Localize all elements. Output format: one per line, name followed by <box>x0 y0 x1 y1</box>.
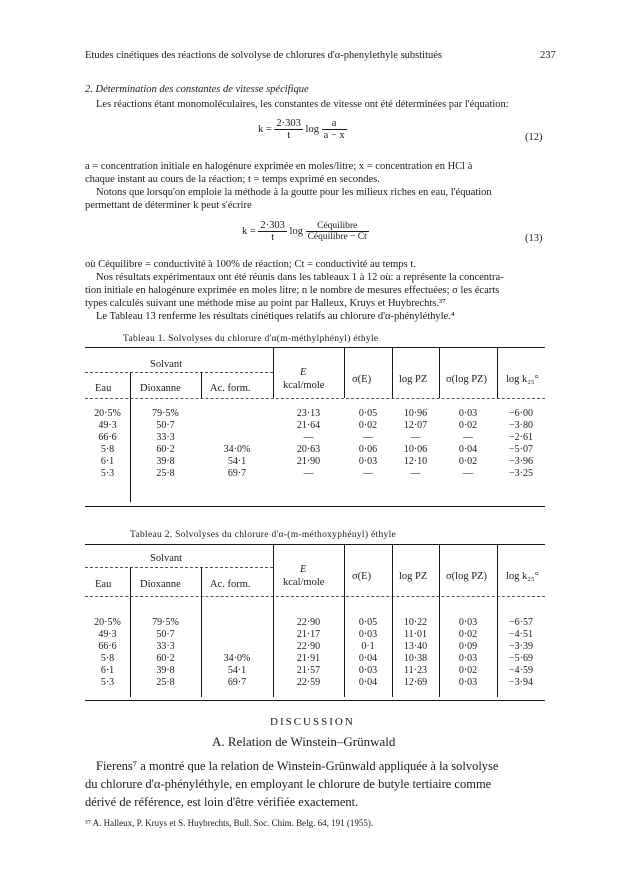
table-cell: — <box>463 431 473 443</box>
table-cell: — <box>410 431 421 443</box>
table-2-logPZ-header: log PZ <box>399 571 428 582</box>
table-cell: 54·1 <box>227 455 247 467</box>
table-cell: — <box>363 467 373 479</box>
table-cell: 10·06 <box>403 443 428 455</box>
table-cell: 22·59 <box>296 676 321 688</box>
table-2-sigmaE-header: σ(E) <box>352 571 372 582</box>
table-cell: −6·00 <box>509 407 533 419</box>
eq12-numerator: 2·303 <box>276 118 301 129</box>
table-cell: 13·40 <box>403 640 428 652</box>
table-2-sigmaLogPZ-header: σ(log PZ) <box>446 571 487 582</box>
table-cell: 11·23 <box>404 664 427 676</box>
eq12-log: log <box>305 123 319 135</box>
table-cell: 0·09 <box>458 640 478 652</box>
eq13-numerator: 2·303 <box>260 220 285 231</box>
eq13-log-denominator: Céquilibre − Ct <box>307 232 367 242</box>
table-cell: 0·05 <box>358 407 378 419</box>
table-cell: 0·04 <box>458 443 478 455</box>
table-cell: — <box>303 467 314 479</box>
eq12-log-numerator: a <box>322 118 347 130</box>
eq13-denominator: t <box>271 232 275 243</box>
table-cell: 21·64 <box>296 419 321 431</box>
table-cell: 25·8 <box>156 676 175 688</box>
table-row <box>85 443 545 455</box>
section-intro: Les réactions étant monomoléculaires, les constantes de vitesse ont été déterminées par l'équation: <box>96 99 509 110</box>
table-cell: 12·07 <box>403 419 428 431</box>
table-cell: 34·0% <box>223 652 251 664</box>
table-2-acform-header: Ac. form. <box>210 579 251 590</box>
table-cell: 0·03 <box>458 652 478 664</box>
table-cell: 79·5% <box>152 616 179 628</box>
footnote: ³⁷ A. Halleux, P. Kruys et S. Huybrechts, Bull. Soc. Chim. Belg. 64, 191 (1955). <box>85 818 374 828</box>
table-cell: 0·02 <box>458 455 478 467</box>
table-cell: −6·57 <box>509 616 533 628</box>
equation-13-number: (13) <box>525 233 543 244</box>
section-heading: 2. Détermination des constantes de vitesse spécifique <box>85 84 309 95</box>
table-cell: 0·02 <box>358 419 378 431</box>
results-line-3: types calculés suivant une méthode mise au point par Halleux, Kruys et Huybrechts.³⁷ <box>85 298 446 309</box>
eq12-log-denominator: a − x <box>323 130 345 141</box>
table-cell: 21·90 <box>296 455 321 467</box>
table-cell: 50·7 <box>156 628 175 640</box>
table-cell: −5·07 <box>509 443 533 455</box>
table-cell: 12·69 <box>403 676 428 688</box>
table-cell: 66·6 <box>98 431 117 443</box>
equation-12 <box>258 118 347 141</box>
table-cell: −3·80 <box>509 419 533 431</box>
table-1-solvant-header: Solvant <box>150 359 183 370</box>
table-cell: 0·03 <box>458 676 478 688</box>
table-cell: 6·1 <box>100 664 115 676</box>
table-cell: 11·01 <box>404 628 427 640</box>
results-line-4: Le Tableau 13 renferme les résultats cinétiques relatifs au chlorure d'α-phényléthyle.⁴ <box>96 311 455 322</box>
definitions-line-2: chaque instant au cours de la réaction; t = temps exprimé en secondes. <box>85 174 380 185</box>
table-cell: 50·7 <box>156 419 175 431</box>
table-cell: 0·06 <box>358 443 378 455</box>
discussion-line-1: Fierens⁷ a montré que la relation de Winstein-Grünwald appliquée à la solvolyse <box>96 759 499 773</box>
table-2-dioxanne-header: Dioxanne <box>140 579 181 590</box>
table-cell: 0·03 <box>358 628 378 640</box>
table-2-body <box>85 616 545 688</box>
table-cell: 0·02 <box>458 419 478 431</box>
table-cell: 0·03 <box>458 616 478 628</box>
equation-13 <box>242 220 369 243</box>
table-row <box>85 467 545 479</box>
table-cell <box>201 628 273 640</box>
table-cell: — <box>463 467 473 479</box>
page-number: 237 <box>540 50 556 61</box>
table-cell: 0·03 <box>358 455 378 467</box>
table-cell: 34·0% <box>223 443 251 455</box>
table-cell: 66·6 <box>98 640 117 652</box>
table-cell: 25·8 <box>156 467 175 479</box>
table-cell: 6·1 <box>100 455 115 467</box>
table-row <box>85 616 545 628</box>
table-cell: 5·8 <box>100 652 115 664</box>
table-cell: −3·39 <box>509 640 533 652</box>
table-2-eau-header: Eau <box>95 579 112 590</box>
eq13-log: log <box>289 225 303 237</box>
table-1-body <box>85 407 545 479</box>
table-cell <box>201 616 273 628</box>
table-row <box>85 664 545 676</box>
table-1-logPZ-header: log PZ <box>399 374 428 385</box>
table-cell: 0·02 <box>458 628 478 640</box>
definitions-line-1: a = concentration initiale en halogénure exprimée en moles/litre; x = concentration en HCl à <box>85 161 473 172</box>
results-line-1: Nos résultats expérimentaux ont été réunis dans les tableaux 1 à 12 où: a représente la concentra- <box>96 272 504 283</box>
equation-12-number: (12) <box>525 132 543 143</box>
table-cell: — <box>303 431 314 443</box>
table-cell: 0·05 <box>358 616 378 628</box>
table-cell: −3·96 <box>509 455 533 467</box>
table-cell: 79·5% <box>152 407 179 419</box>
eq13-log-numerator: Céquilibre <box>306 221 369 232</box>
table-cell: 10·96 <box>403 407 428 419</box>
table-cell: — <box>410 467 421 479</box>
table-row <box>85 640 545 652</box>
table-row <box>85 419 545 431</box>
table-cell: 60·2 <box>156 443 175 455</box>
discussion-line-3: dérivé de référence, est loin d'être vérifiée exactement. <box>85 795 359 809</box>
table-cell: −3·94 <box>509 676 533 688</box>
table-2-E-header: E <box>300 564 307 575</box>
table-cell: 69·7 <box>227 467 247 479</box>
table-row <box>85 455 545 467</box>
table-cell: −4·59 <box>509 664 533 676</box>
discussion-line-2: du chlorure d'α-phényléthyle, en employant le chlorure de butyle tertiaire comme <box>85 777 492 791</box>
table-cell <box>201 431 273 443</box>
table-cell: 49·3 <box>98 628 117 640</box>
results-line-2: tion initiale en halogénure exprimée en moles litre; n le nombre de mesures effectuées; σ les écarts <box>85 285 500 296</box>
running-title: Etudes cinétiques des réactions de solvolyse de chlorures d'α-phenylethyle substitués <box>85 50 443 61</box>
table-2-title: Tableau 2. Solvolyses du chlorure d'α-(m-méthoxyphényl) éthyle <box>130 530 397 540</box>
table-cell: 22·90 <box>296 616 321 628</box>
discussion-subheading: A. Relation de Winstein–Grünwald <box>212 734 396 749</box>
table-cell: 5·8 <box>100 443 115 455</box>
table-cell <box>201 640 273 652</box>
table-row <box>85 407 545 419</box>
table-cell: 21·57 <box>296 664 321 676</box>
discussion-heading: DISCUSSION <box>270 716 355 728</box>
table-cell: 21·91 <box>296 652 321 664</box>
table-cell: 21·17 <box>296 628 321 640</box>
table-cell: 20·63 <box>296 443 321 455</box>
table-2-solvant-header: Solvant <box>150 553 183 564</box>
table-cell: 5·3 <box>100 676 115 688</box>
table-1-sigmaLogPZ-header: σ(log PZ) <box>446 374 487 385</box>
table-2-logk-header: log k₂₅° <box>506 571 539 582</box>
table-row <box>85 652 545 664</box>
table-cell: 0·1 <box>361 640 375 652</box>
table-1-eau-header: Eau <box>95 383 112 394</box>
definitions-line-4: permettant de déterminer k peut s'écrire <box>85 200 252 211</box>
table-row <box>85 628 545 640</box>
table-cell: 0·04 <box>358 652 378 664</box>
table-1-acform-header: Ac. form. <box>210 383 251 394</box>
table-1-logk-header: log k₂₅° <box>506 374 539 385</box>
table-1-E-header: E <box>300 367 307 378</box>
table-cell: 0·03 <box>458 407 478 419</box>
eq12-lhs: k = <box>258 123 272 135</box>
table-cell: 22·90 <box>296 640 321 652</box>
table-1-sigmaE-header: σ(E) <box>352 374 372 385</box>
table-cell: 0·02 <box>458 664 478 676</box>
table-1-title: Tableau 1. Solvolyses du chlorure d'α(m-méthylphényl) éthyle <box>123 334 379 344</box>
table-cell: — <box>363 431 373 443</box>
table-cell: −4·51 <box>509 628 533 640</box>
table-cell: 23·13 <box>296 407 321 419</box>
table-cell: 10·38 <box>403 652 428 664</box>
table-cell: 39·8 <box>156 455 175 467</box>
table-1-dioxanne-header: Dioxanne <box>140 383 181 394</box>
table-row <box>85 431 545 443</box>
table-2-kcal-header: kcal/mole <box>283 577 325 588</box>
eq13-lhs: k = <box>242 225 256 237</box>
table-1-kcal-header: kcal/mole <box>283 380 325 391</box>
table-cell: 0·04 <box>358 676 378 688</box>
table-cell: −2·61 <box>509 431 533 443</box>
table-cell: 33·3 <box>156 431 175 443</box>
table-cell: 54·1 <box>227 664 247 676</box>
table-cell: 33·3 <box>156 640 175 652</box>
table-cell: 69·7 <box>227 676 247 688</box>
table-row <box>85 676 545 688</box>
conductivity-definitions: où Céquilibre = conductivité à 100% de réaction; Ct = conductivité au temps t. <box>85 259 416 270</box>
table-cell: −5·69 <box>509 652 533 664</box>
table-cell: −3·25 <box>509 467 533 479</box>
table-cell: 49·3 <box>98 419 117 431</box>
definitions-line-3: Notons que lorsqu'on emploie la méthode à la goutte pour les milieux riches en eau, l'équation <box>96 187 492 198</box>
table-cell: 60·2 <box>156 652 175 664</box>
table-cell <box>201 419 273 431</box>
table-cell: 20·5% <box>94 407 121 419</box>
table-cell: 5·3 <box>100 467 115 479</box>
table-cell: 10·22 <box>403 616 428 628</box>
table-cell: 0·03 <box>358 664 378 676</box>
table-cell: 20·5% <box>94 616 121 628</box>
table-cell: 12·10 <box>403 455 428 467</box>
table-cell: 39·8 <box>156 664 175 676</box>
eq12-denominator: t <box>287 130 291 141</box>
table-cell <box>201 407 273 419</box>
